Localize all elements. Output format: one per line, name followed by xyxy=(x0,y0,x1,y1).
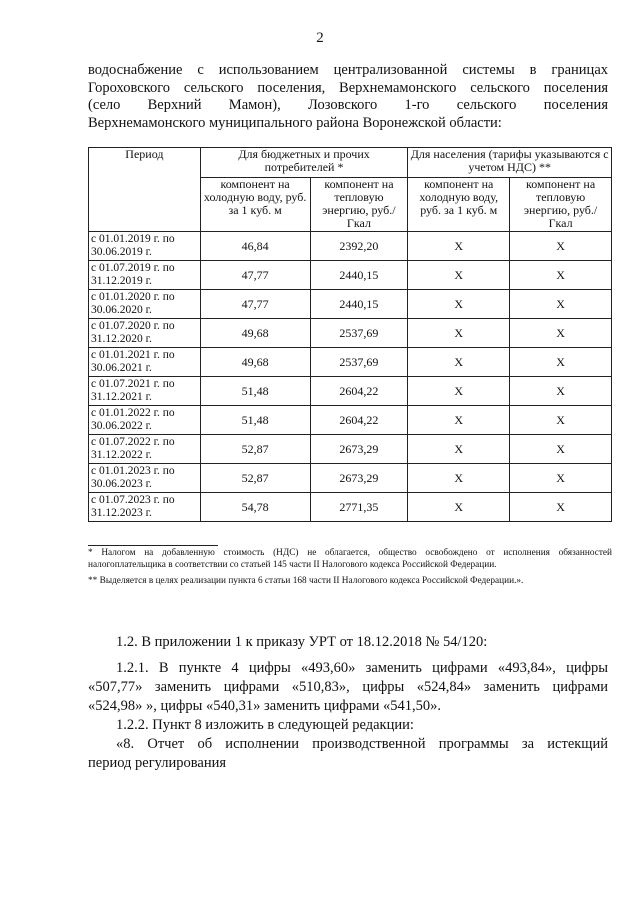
budget-heat-cell: 2771,35 xyxy=(310,493,408,522)
intro-line: водоснабжение с использованием централизованной системы в границах xyxy=(88,62,608,78)
header-budget-cold: компонент на холодную воду, руб. за 1 куб. м xyxy=(200,178,310,232)
period-cell: с 01.01.2019 г. по 30.06.2019 г. xyxy=(89,232,201,261)
period-cell: с 01.07.2023 г. по 31.12.2023 г. xyxy=(89,493,201,522)
budget-cold-cell: 51,48 xyxy=(200,377,310,406)
header-population-heat: компонент на тепловую энергию, руб./Гкал xyxy=(510,178,612,232)
item-8-line: «8. Отчет об исполнении производственной программы за истекщий xyxy=(116,736,608,752)
table-row xyxy=(89,348,612,377)
footnote-vat-exempt: * Налогом на добавленную стоимость (НДС) не облагается, общество освобождено от исполнения обязанностей налогоплательщика в соответствии со статьей 145 части II Налогового кодекса Российской Федерации. xyxy=(88,548,612,570)
population-heat-cell: X xyxy=(510,348,612,377)
population-cold-cell: X xyxy=(408,493,510,522)
budget-heat-cell: 2604,22 xyxy=(310,377,408,406)
population-heat-cell: X xyxy=(510,319,612,348)
header-budget: Для бюджетных и прочих потребителей * xyxy=(200,148,408,178)
intro-line: Гороховского сельского поселения, Верхнемамонского сельского поселения xyxy=(88,79,608,96)
population-heat-cell: X xyxy=(510,377,612,406)
header-period: Период xyxy=(89,148,201,232)
table-row xyxy=(89,493,612,522)
intro-line: Верхнемамонского муниципального района Воронежской области: xyxy=(88,114,502,131)
budget-heat-cell: 2440,15 xyxy=(310,261,408,290)
item-1-2-1-line: «507,77» заменить цифрами «510,83», цифры «524,84» заменить цифрами xyxy=(88,679,608,695)
table-row xyxy=(89,464,612,493)
period-cell: с 01.07.2022 г. по 31.12.2022 г. xyxy=(89,435,201,464)
table-row xyxy=(89,377,612,406)
header-budget-heat: компонент на тепловую энергию, руб./Гкал xyxy=(310,178,408,232)
budget-heat-cell: 2392,20 xyxy=(310,232,408,261)
budget-cold-cell: 51,48 xyxy=(200,406,310,435)
period-cell: с 01.07.2021 г. по 31.12.2021 г. xyxy=(89,377,201,406)
period-cell: с 01.01.2021 г. по 30.06.2021 г. xyxy=(89,348,201,377)
item-8-line: период регулирования xyxy=(88,755,227,771)
budget-cold-cell: 52,87 xyxy=(200,464,310,493)
budget-heat-cell: 2673,29 xyxy=(310,435,408,464)
population-heat-cell: X xyxy=(510,406,612,435)
population-cold-cell: X xyxy=(408,406,510,435)
population-heat-cell: X xyxy=(510,493,612,522)
population-cold-cell: X xyxy=(408,232,510,261)
population-cold-cell: X xyxy=(408,261,510,290)
population-cold-cell: X xyxy=(408,464,510,493)
budget-cold-cell: 47,77 xyxy=(200,261,310,290)
population-cold-cell: X xyxy=(408,435,510,464)
budget-heat-cell: 2537,69 xyxy=(310,348,408,377)
population-cold-cell: X xyxy=(408,348,510,377)
tariff-table xyxy=(88,147,612,522)
population-cold-cell: X xyxy=(408,319,510,348)
budget-heat-cell: 2604,22 xyxy=(310,406,408,435)
intro-paragraph xyxy=(88,62,608,132)
header-population-cold: компонент на холодную воду, руб. за 1 куб. м xyxy=(408,178,510,232)
period-cell: с 01.01.2022 г. по 30.06.2022 г. xyxy=(89,406,201,435)
footnotes xyxy=(88,545,612,593)
population-heat-cell: X xyxy=(510,261,612,290)
period-cell: с 01.07.2019 г. по 31.12.2019 г. xyxy=(89,261,201,290)
budget-heat-cell: 2673,29 xyxy=(310,464,408,493)
budget-cold-cell: 49,68 xyxy=(200,319,310,348)
budget-cold-cell: 54,78 xyxy=(200,493,310,522)
amendment-text xyxy=(88,633,608,773)
table-row xyxy=(89,232,612,261)
header-population: Для населения (тарифы указываются с учетом НДС) ** xyxy=(408,148,612,178)
item-1-2-2: 1.2.2. Пункт 8 изложить в следующей редакции: xyxy=(116,717,414,733)
period-cell: с 01.07.2020 г. по 31.12.2020 г. xyxy=(89,319,201,348)
table-row xyxy=(89,319,612,348)
tariff-table-body xyxy=(89,232,612,522)
budget-cold-cell: 46,84 xyxy=(200,232,310,261)
table-row xyxy=(89,290,612,319)
footnote-divider xyxy=(88,545,218,546)
intro-line: (село Верхний Мамон), Лозовского 1-го сельского поселения xyxy=(88,97,608,113)
period-cell: с 01.01.2023 г. по 30.06.2023 г. xyxy=(89,464,201,493)
item-1-2-1-line: «524,98» », цифры «540,31» заменить цифрами «541,50». xyxy=(88,698,442,714)
population-heat-cell: X xyxy=(510,290,612,319)
budget-heat-cell: 2537,69 xyxy=(310,319,408,348)
population-heat-cell: X xyxy=(510,435,612,464)
item-1-2-1-line: 1.2.1. В пункте 4 цифры «493,60» заменить цифрами «493,84», цифры xyxy=(116,660,608,676)
table-row xyxy=(89,261,612,290)
population-cold-cell: X xyxy=(408,377,510,406)
population-heat-cell: X xyxy=(510,232,612,261)
budget-cold-cell: 52,87 xyxy=(200,435,310,464)
period-cell: с 01.01.2020 г. по 30.06.2020 г. xyxy=(89,290,201,319)
population-heat-cell: X xyxy=(510,464,612,493)
page-number: 2 xyxy=(316,30,324,46)
table-row xyxy=(89,406,612,435)
footnote-vat-included: ** Выделяется в целях реализации пункта 6 статьи 168 части II Налогового кодекса Российской Федерации.». xyxy=(88,576,524,586)
table-row xyxy=(89,435,612,464)
budget-heat-cell: 2440,15 xyxy=(310,290,408,319)
budget-cold-cell: 47,77 xyxy=(200,290,310,319)
item-1-2: 1.2. В приложении 1 к приказу УРТ от 18.12.2018 № 54/120: xyxy=(116,634,488,650)
population-cold-cell: X xyxy=(408,290,510,319)
budget-cold-cell: 49,68 xyxy=(200,348,310,377)
